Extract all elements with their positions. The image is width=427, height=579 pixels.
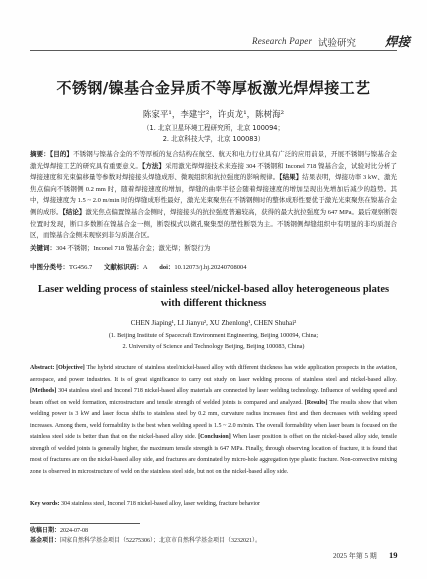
abstract-chinese-objective-tag: 【目的】 xyxy=(49,151,74,158)
received-date-label: 收稿日期： xyxy=(30,528,61,534)
abstract-chinese-methods-tag: 【方法】 xyxy=(141,162,166,170)
doi-value: 10.12073/j.hj.20240708004 xyxy=(174,264,247,271)
document-code-label: 文献标识码： xyxy=(103,264,143,271)
journal-name-logo: 焊接 xyxy=(385,34,411,49)
received-date-value: 2024-07-08 xyxy=(60,528,89,534)
funding-note xyxy=(30,537,397,546)
abstract-english-label: Abstract: xyxy=(30,365,55,371)
doi-label: doi： xyxy=(159,264,175,271)
abstract-chinese xyxy=(30,149,397,242)
keywords-chinese xyxy=(30,244,397,254)
keywords-chinese-label: 关键词： xyxy=(30,245,56,252)
abstract-english-conclusion-tag: [Conclusion] xyxy=(198,434,231,440)
affiliation-chinese-2: 2. 北京科技大学，北京 100083） xyxy=(162,135,265,143)
running-header-section: 试验研究 xyxy=(318,38,357,49)
abstract-chinese-conclusion-tag: 【结论】 xyxy=(62,208,86,216)
affiliation-english-2: 2. University of Science and Technology Beijing, Beijing 100083, China) xyxy=(122,343,305,350)
abstract-chinese-methods-text: 采用激光焊焊接技术来连接 304 不锈钢和 Inconel 718 镍基合金，试验对比分析了焊接速度和光束偏移量等参数对焊接接头焊缝成形、微观组织和抗拉强度的影响规律。 xyxy=(30,162,398,182)
running-header-english: Research Paper xyxy=(252,36,313,46)
abstract-english-methods-text: 304 stainless steel and Inconel 718 nickel-based alloy materials are connected by laser welding technology. Influence of welding speed and beam offset on weld formation, microstructure and tensile strength of welded joints is compared and analyzed. xyxy=(30,388,397,406)
abstract-english xyxy=(30,363,397,478)
abstract-english-conclusion-text: When laser position is offset on the nickel-based alloy side, tensile strength of welded joints is generally higher, the maximum tensile strength is 647 MPa. Finally, through observing location of fracture, it is found that most of fractures are on the nickel-based alloy side, and fractures are dominated by micro-hole aggregation type plastic fracture. Non-convective mixing zone is observed in microstructure of weld on the stainless steel side, but not on the nickel-based alloy side. xyxy=(30,434,397,475)
issue-label: 2025 年第 5 期 xyxy=(333,552,377,560)
footnote-rule xyxy=(30,523,140,524)
abstract-chinese-results-tag: 【结果】 xyxy=(279,174,303,182)
keywords-english-label: Key words: xyxy=(30,501,60,507)
abstract-chinese-results-text: 结果表明，焊接功率 3 kW、激光焦点偏向不锈钢侧 0.2 mm 时，随着焊接速度的增加，焊缝的曲率半径会随着焊接速度的增加呈现出先增加后减少的趋势。其中，焊接速度为 1.5 ~ 2.0 m/min 时的焊缝成形性最好，激光光束聚焦在不锈钢侧时的整体成形性要优于激光光束聚焦在镍基合金侧的成形。 xyxy=(30,174,398,216)
document-code-value: A xyxy=(142,264,148,271)
classification-row xyxy=(30,263,397,273)
abstract-chinese-objective-text: 不锈钢与镍基合金的不等厚板的复合结构在航空、航天和电力行业具有广泛的应用前景，开展不锈钢与镍基合金激光焊焊接工艺的研究具有重要意义。 xyxy=(30,151,398,170)
keywords-chinese-text: 304 不锈钢；Inconel 718 镍基合金；激光焊；断裂行为 xyxy=(56,245,211,252)
abstract-english-objective-tag: [Objective] xyxy=(56,365,85,371)
affiliation-english-1: (1. Beijing Institute of Spacecraft Environment Engineering, Beijing 100094, China; xyxy=(108,332,319,339)
doi xyxy=(159,263,246,273)
header-rule xyxy=(30,50,397,51)
abstract-english-objective-text: The hybrid structure of stainless steel/nickel-based alloy with different thickness has wide application prospects in the aviation, aerospace, and power industries. It is of great significance to carry out study on laser welding process of stainless steel and nickel-based alloy. xyxy=(30,365,398,383)
keywords-english-text: 304 stainless steel, Inconel 718 nickel-based alloy, laser welding, fracture behavior xyxy=(61,501,261,507)
abstract-english-results-tag: [Results] xyxy=(304,399,328,406)
affiliation-chinese-1: （1. 北京卫星环境工程研究所，北京 100094； xyxy=(142,124,285,132)
authors-chinese: 陈家平¹，李建宇²，许贞龙¹，陈树海² xyxy=(142,110,285,120)
document-code xyxy=(104,263,148,273)
paper-title-chinese: 不锈钢/镍基合金异质不等厚板激光焊焊接工艺 xyxy=(56,79,371,97)
clc-number-value: TG456.7 xyxy=(69,264,93,271)
abstract-chinese-conclusion-text: 激光焦点偏置镍基合金侧时，焊接接头的抗拉强度普遍较高，获得的最大抗拉强度为 647 MPa。最后观察断裂位置时发现，断口多数断在镍基合金一侧，断裂模式以微孔聚集型的塑性断裂为主。不锈钢侧焊缝组织中有明显的非均质混合区，而镍基合金侧未观察到非匀质混合区。 xyxy=(30,208,398,240)
abstract-english-results-text: The results show that when welding power is 3 kW and laser focus shifts to stainless steel by 0.2 mm, curvature radius increases first and then decreases with welding speed increases. Among them, weld formability is the best when welding speed is 1.5 ~ 2.0 m/min. The overall formability when laser beam is focused on the stainless steel side is better than that on the nickel-based alloy side. xyxy=(30,399,397,440)
funding-note-label: 基金项目： xyxy=(30,538,61,544)
authors-english: CHEN Jiaping¹, LI Jianyu², XU Zhenlong¹, CHEN Shuhai² xyxy=(130,319,297,327)
clc-number xyxy=(30,263,92,273)
paper-title-english: Laser welding process of stainless steel/nickel-based alloy heterogeneous plates with different thickness xyxy=(37,284,390,309)
keywords-english xyxy=(30,499,397,509)
page-number: 19 xyxy=(389,550,398,560)
abstract-english-methods-tag: [Methods] xyxy=(30,388,57,394)
received-date xyxy=(30,527,397,536)
abstract-chinese-label: 摘要： xyxy=(30,151,50,158)
funding-note-value: 国家自然科学基金项目（52275306）；北京市自然科学基金项目（3232021）。 xyxy=(60,538,262,544)
clc-number-label: 中图分类号： xyxy=(30,264,69,271)
